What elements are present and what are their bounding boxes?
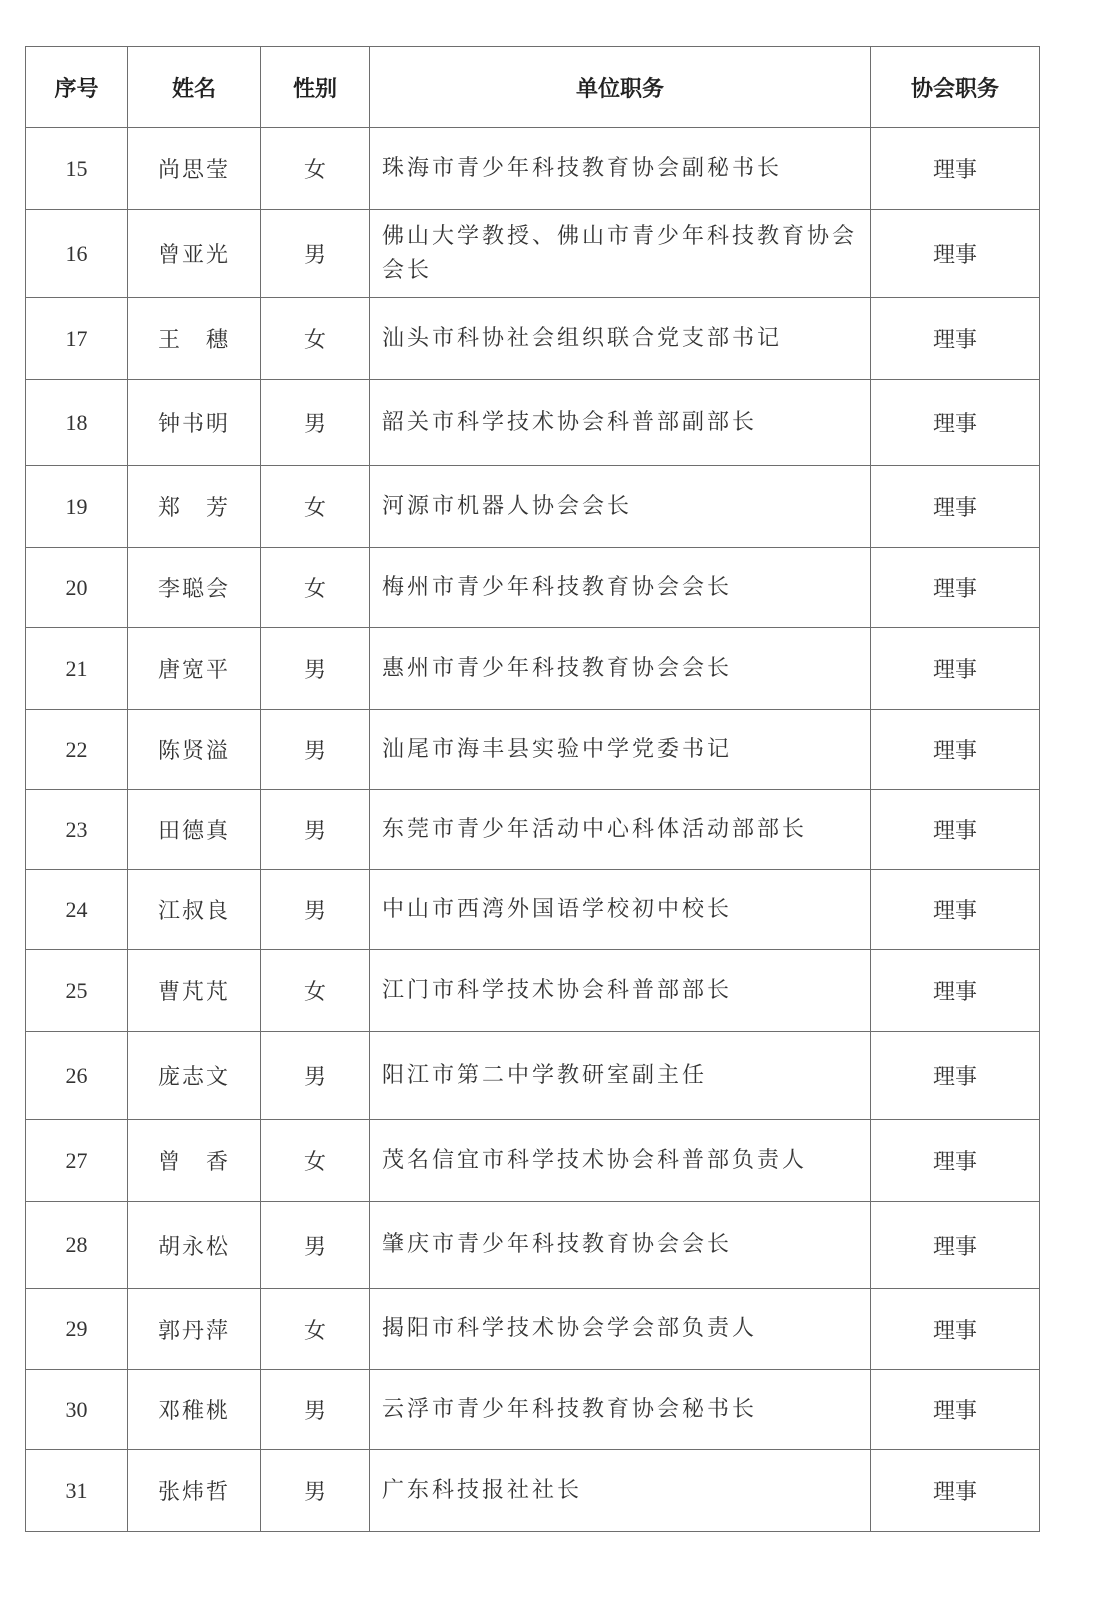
row-role: 理事 bbox=[871, 466, 1040, 548]
table-row bbox=[26, 128, 1040, 210]
row-index: 23 bbox=[26, 790, 128, 870]
table-row bbox=[26, 1032, 1040, 1120]
row-name: 唐宽平 bbox=[128, 628, 261, 710]
row-role: 理事 bbox=[871, 548, 1040, 628]
row-index: 27 bbox=[26, 1120, 128, 1202]
row-role: 理事 bbox=[871, 128, 1040, 210]
row-role: 理事 bbox=[871, 1370, 1040, 1450]
row-role: 理事 bbox=[871, 1120, 1040, 1202]
row-name: 曹芃芃 bbox=[128, 950, 261, 1032]
row-name: 钟书明 bbox=[128, 380, 261, 466]
row-unit: 广东科技报社社长 bbox=[370, 1450, 871, 1532]
table-row bbox=[26, 298, 1040, 380]
row-index: 21 bbox=[26, 628, 128, 710]
row-unit: 东莞市青少年活动中心科体活动部部长 bbox=[370, 790, 871, 870]
row-role: 理事 bbox=[871, 1202, 1040, 1289]
row-index: 24 bbox=[26, 870, 128, 950]
row-gender: 女 bbox=[261, 1289, 370, 1370]
row-unit: 江门市科学技术协会科普部部长 bbox=[370, 950, 871, 1032]
row-index: 19 bbox=[26, 466, 128, 548]
row-name: 江叔良 bbox=[128, 870, 261, 950]
row-name: 尚思莹 bbox=[128, 128, 261, 210]
row-index: 30 bbox=[26, 1370, 128, 1450]
row-unit: 梅州市青少年科技教育协会会长 bbox=[370, 548, 871, 628]
row-role: 理事 bbox=[871, 380, 1040, 466]
header-index: 序号 bbox=[26, 47, 128, 128]
row-index: 20 bbox=[26, 548, 128, 628]
row-index: 31 bbox=[26, 1450, 128, 1532]
row-gender: 男 bbox=[261, 380, 370, 466]
row-unit: 茂名信宜市科学技术协会科普部负责人 bbox=[370, 1120, 871, 1202]
row-name: 邓稚桃 bbox=[128, 1370, 261, 1450]
table-row bbox=[26, 1450, 1040, 1532]
table-row bbox=[26, 870, 1040, 950]
row-name: 田德真 bbox=[128, 790, 261, 870]
row-index: 18 bbox=[26, 380, 128, 466]
table-row bbox=[26, 466, 1040, 548]
header-unit-position: 单位职务 bbox=[370, 47, 871, 128]
row-gender: 女 bbox=[261, 128, 370, 210]
row-name: 庞志文 bbox=[128, 1032, 261, 1120]
row-index: 26 bbox=[26, 1032, 128, 1120]
row-unit: 汕头市科协社会组织联合党支部书记 bbox=[370, 298, 871, 380]
row-unit: 阳江市第二中学教研室副主任 bbox=[370, 1032, 871, 1120]
header-name: 姓名 bbox=[128, 47, 261, 128]
table-row bbox=[26, 210, 1040, 298]
row-role: 理事 bbox=[871, 1032, 1040, 1120]
row-unit: 珠海市青少年科技教育协会副秘书长 bbox=[370, 128, 871, 210]
table-row bbox=[26, 380, 1040, 466]
row-role: 理事 bbox=[871, 628, 1040, 710]
row-role: 理事 bbox=[871, 298, 1040, 380]
row-index: 25 bbox=[26, 950, 128, 1032]
table-row bbox=[26, 1370, 1040, 1450]
table-row bbox=[26, 710, 1040, 790]
row-gender: 女 bbox=[261, 298, 370, 380]
header-row bbox=[26, 47, 1040, 128]
header-gender: 性别 bbox=[261, 47, 370, 128]
table-row bbox=[26, 1202, 1040, 1289]
row-unit: 佛山大学教授、佛山市青少年科技教育协会会长 bbox=[370, 210, 871, 298]
row-gender: 女 bbox=[261, 950, 370, 1032]
row-unit: 汕尾市海丰县实验中学党委书记 bbox=[370, 710, 871, 790]
row-gender: 男 bbox=[261, 710, 370, 790]
row-role: 理事 bbox=[871, 950, 1040, 1032]
row-unit: 云浮市青少年科技教育协会秘书长 bbox=[370, 1370, 871, 1450]
row-gender: 男 bbox=[261, 870, 370, 950]
row-gender: 男 bbox=[261, 790, 370, 870]
row-unit: 惠州市青少年科技教育协会会长 bbox=[370, 628, 871, 710]
row-gender: 男 bbox=[261, 1450, 370, 1532]
row-name: 李聪会 bbox=[128, 548, 261, 628]
row-index: 28 bbox=[26, 1202, 128, 1289]
row-unit: 肇庆市青少年科技教育协会会长 bbox=[370, 1202, 871, 1289]
row-role: 理事 bbox=[871, 790, 1040, 870]
row-name: 郭丹萍 bbox=[128, 1289, 261, 1370]
row-index: 15 bbox=[26, 128, 128, 210]
header-association-role: 协会职务 bbox=[871, 47, 1040, 128]
row-name: 郑 芳 bbox=[128, 466, 261, 548]
row-gender: 女 bbox=[261, 466, 370, 548]
row-index: 17 bbox=[26, 298, 128, 380]
row-gender: 男 bbox=[261, 1032, 370, 1120]
row-gender: 男 bbox=[261, 1202, 370, 1289]
member-table bbox=[25, 46, 1040, 1532]
row-unit: 河源市机器人协会会长 bbox=[370, 466, 871, 548]
row-gender: 女 bbox=[261, 1120, 370, 1202]
row-gender: 男 bbox=[261, 210, 370, 298]
row-name: 曾亚光 bbox=[128, 210, 261, 298]
row-role: 理事 bbox=[871, 1289, 1040, 1370]
row-name: 陈贤溢 bbox=[128, 710, 261, 790]
table-row bbox=[26, 1289, 1040, 1370]
row-index: 22 bbox=[26, 710, 128, 790]
table-row bbox=[26, 790, 1040, 870]
row-name: 曾 香 bbox=[128, 1120, 261, 1202]
row-index: 16 bbox=[26, 210, 128, 298]
table-row bbox=[26, 950, 1040, 1032]
row-index: 29 bbox=[26, 1289, 128, 1370]
row-role: 理事 bbox=[871, 1450, 1040, 1532]
row-unit: 揭阳市科学技术协会学会部负责人 bbox=[370, 1289, 871, 1370]
row-gender: 男 bbox=[261, 628, 370, 710]
table-row bbox=[26, 1120, 1040, 1202]
table-row bbox=[26, 548, 1040, 628]
row-role: 理事 bbox=[871, 870, 1040, 950]
table-row bbox=[26, 628, 1040, 710]
row-name: 王 穗 bbox=[128, 298, 261, 380]
row-name: 张炜哲 bbox=[128, 1450, 261, 1532]
row-unit: 中山市西湾外国语学校初中校长 bbox=[370, 870, 871, 950]
row-unit: 韶关市科学技术协会科普部副部长 bbox=[370, 380, 871, 466]
row-gender: 女 bbox=[261, 548, 370, 628]
row-role: 理事 bbox=[871, 710, 1040, 790]
row-name: 胡永松 bbox=[128, 1202, 261, 1289]
row-role: 理事 bbox=[871, 210, 1040, 298]
row-gender: 男 bbox=[261, 1370, 370, 1450]
